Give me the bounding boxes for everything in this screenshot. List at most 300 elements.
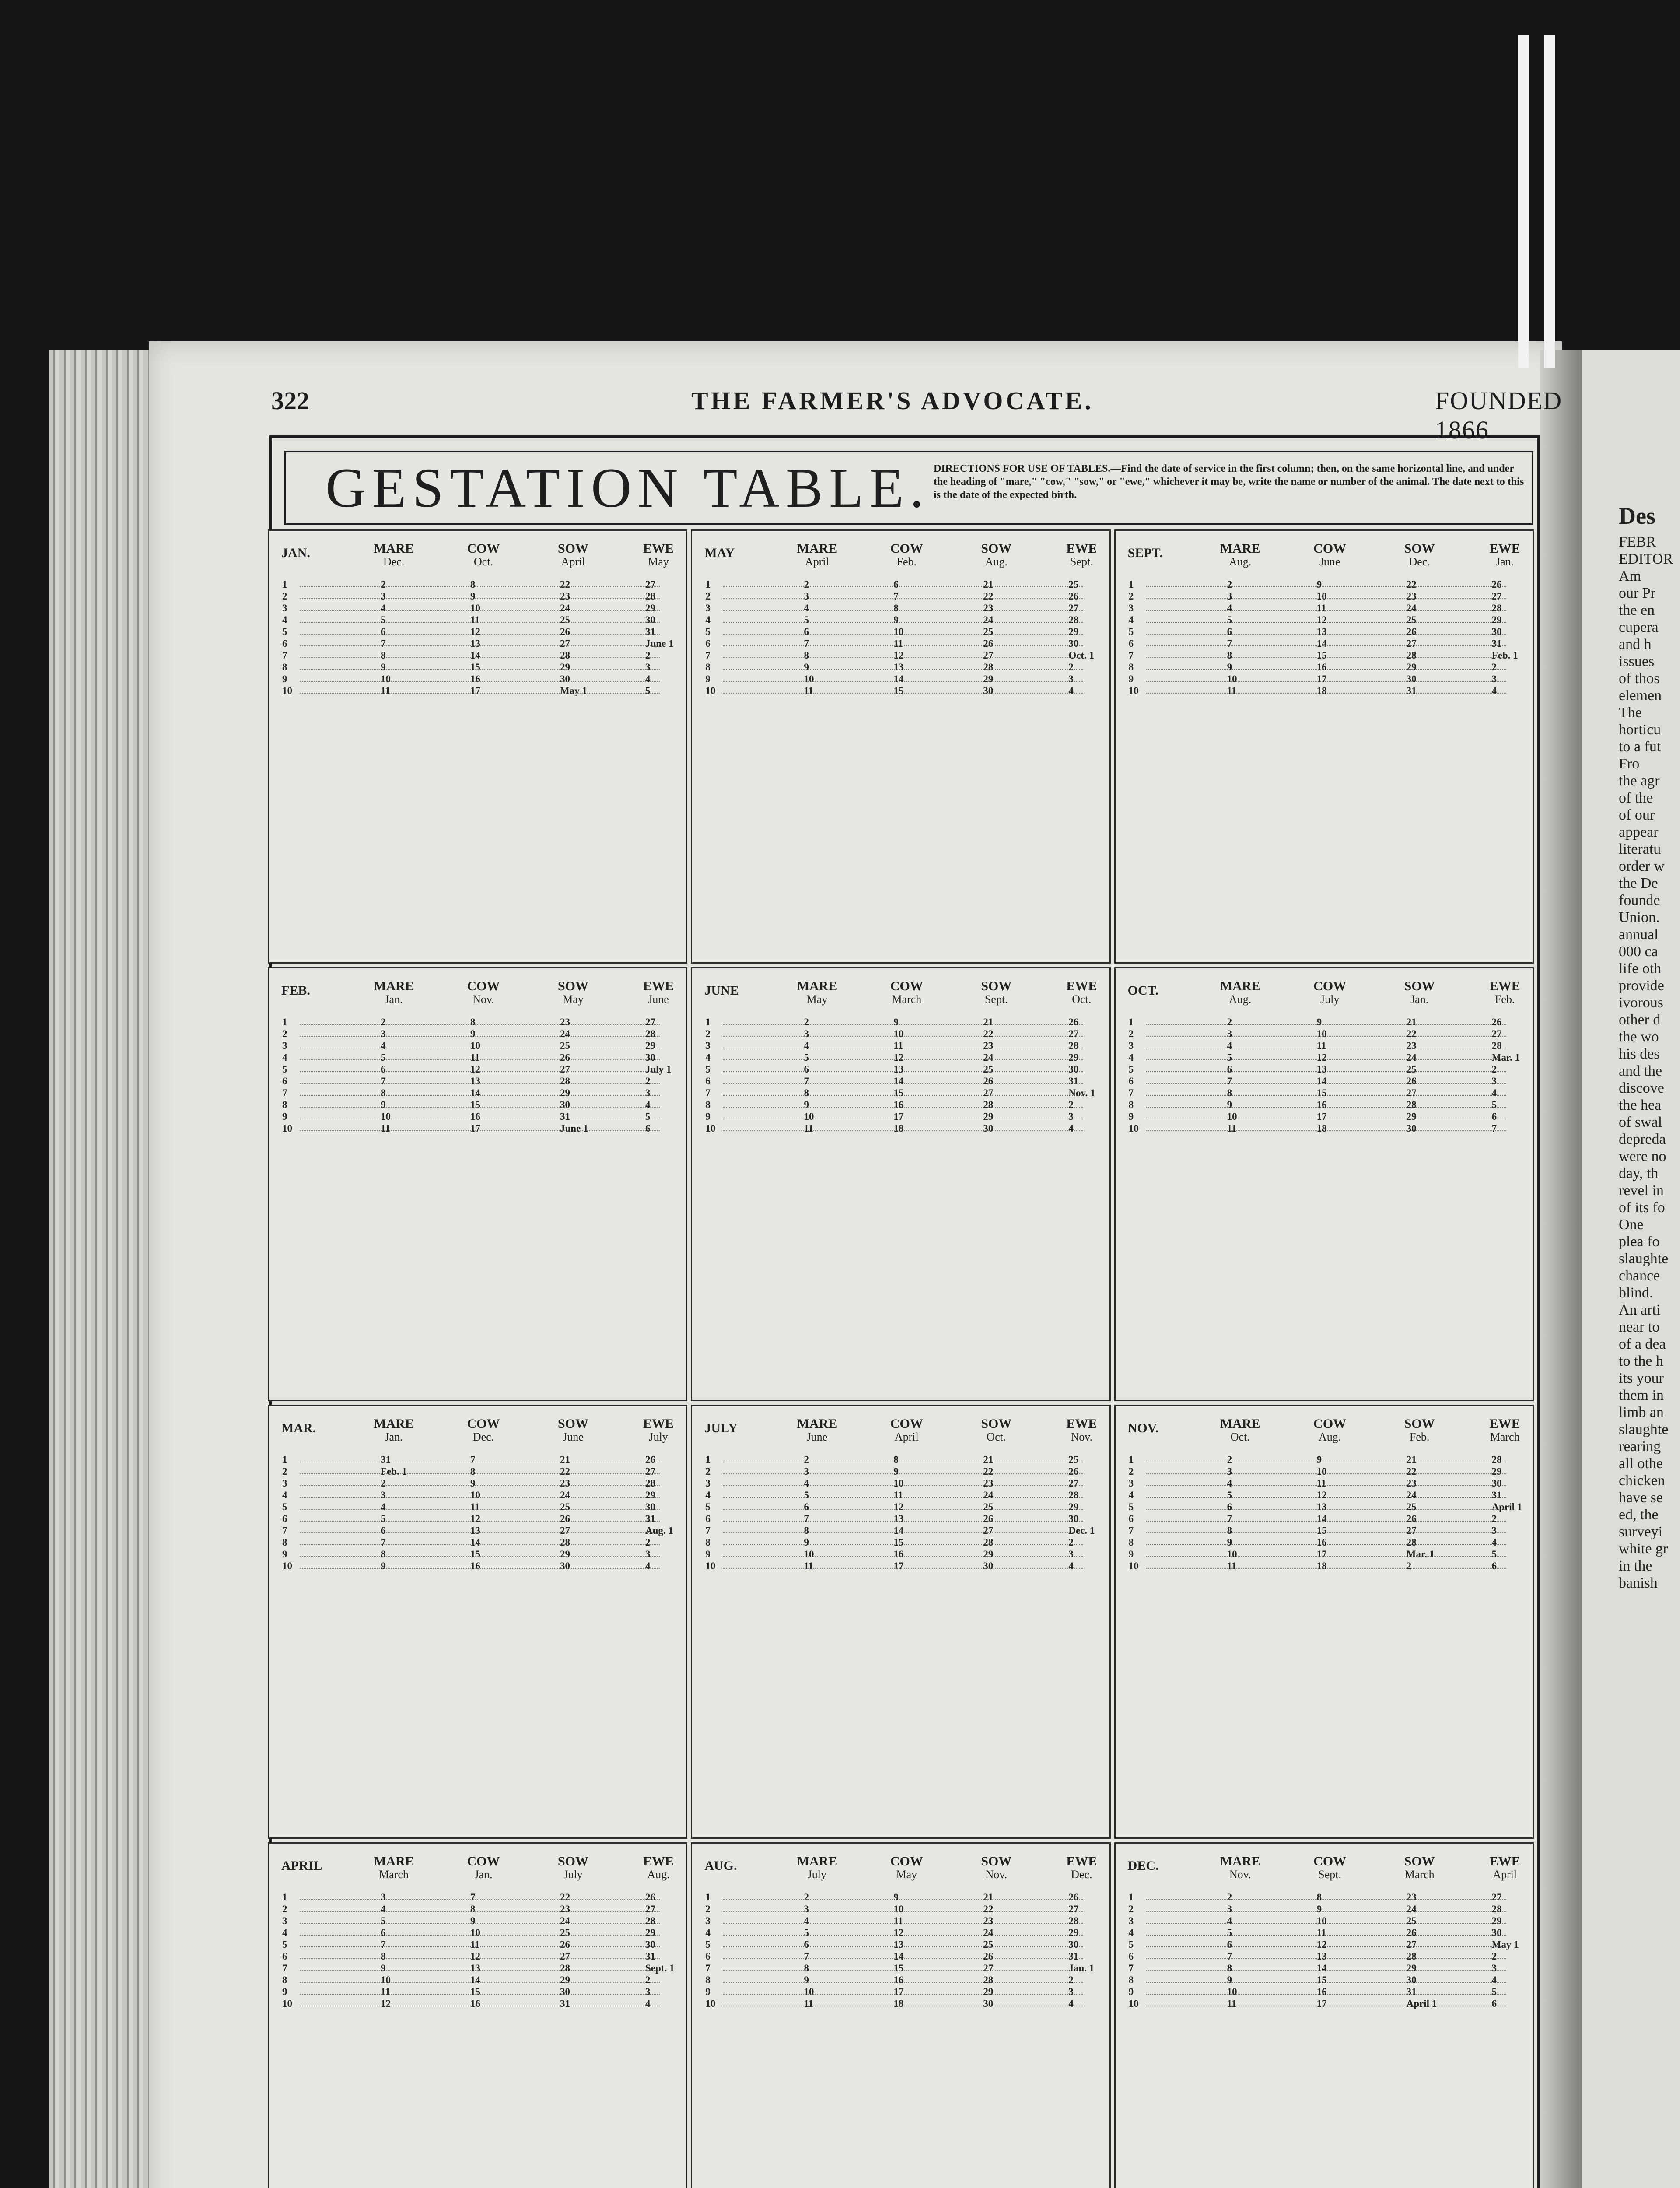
table-cell: 3: [381, 1490, 386, 1501]
facing-page-line: cupera: [1619, 619, 1659, 635]
table-cell: 6: [381, 1525, 386, 1536]
table-cell: 23: [560, 1017, 570, 1027]
table-cell: Mar. 1: [1491, 1052, 1520, 1063]
table-cell: 1: [1128, 1017, 1134, 1027]
facing-page-line: to a fut: [1619, 739, 1661, 755]
table-row: [692, 638, 1109, 650]
table-row: [269, 1099, 686, 1111]
column-header: [1210, 542, 1271, 568]
table-row: [1116, 1513, 1533, 1525]
table-cell: 5: [1491, 1549, 1497, 1560]
table-cell: 8: [470, 1466, 476, 1477]
table-cell: 31: [1491, 638, 1502, 649]
table-cell: 28: [1491, 1454, 1502, 1465]
table-row: [1116, 1017, 1533, 1028]
table-cell: 29: [983, 1111, 994, 1122]
table-cell: 5: [705, 1501, 710, 1512]
table-cell: 7: [282, 1525, 287, 1536]
table-cell: 2: [282, 1028, 287, 1039]
table-cell: 30: [560, 1986, 570, 1997]
column-header-month: Oct.: [1072, 993, 1092, 1006]
month-label: NOV.: [1127, 1421, 1158, 1435]
table-cell: 29: [560, 1549, 570, 1560]
table-cell: 28: [983, 1974, 994, 1985]
facing-page-line: surveyi: [1619, 1524, 1663, 1540]
column-header-label: SOW: [1404, 1417, 1435, 1431]
table-cell: 4: [1068, 1560, 1074, 1571]
facing-page-line: An arti: [1619, 1302, 1661, 1318]
table-cell: 7: [470, 1454, 476, 1465]
table-cell: 3: [1128, 1040, 1134, 1051]
table-cell: 3: [282, 1915, 287, 1926]
table-cell: 3: [1491, 673, 1497, 684]
table-row: [692, 1974, 1109, 1986]
table-cell: 27: [1068, 1028, 1079, 1039]
table-cell: April 1: [1406, 1998, 1437, 2009]
table-cell: 7: [893, 591, 899, 602]
column-header-month: Dec.: [1071, 1868, 1092, 1881]
table-cell: 2: [282, 591, 287, 602]
table-cell: 11: [804, 1123, 814, 1134]
month-label: JULY: [704, 1421, 738, 1435]
column-header-month: June: [563, 1431, 584, 1443]
panel-header: [692, 542, 1109, 573]
table-cell: 3: [1128, 1915, 1134, 1926]
month-panel: [268, 967, 687, 1401]
table-cell: 7: [1227, 1513, 1232, 1524]
facing-page-line: One: [1619, 1217, 1644, 1233]
column-header-label: SOW: [557, 541, 589, 556]
table-cell: 23: [983, 603, 994, 614]
table-cell: 24: [560, 1915, 570, 1926]
table-row: [692, 1963, 1109, 1974]
table-cell: 27: [983, 650, 994, 661]
table-cell: 26: [560, 1939, 570, 1950]
column-header-label: COW: [467, 1854, 500, 1869]
panel-header: [1116, 1417, 1533, 1448]
table-cell: 3: [1068, 1986, 1074, 1997]
table-row: [1116, 1028, 1533, 1040]
column-header-label: EWE: [1066, 541, 1097, 556]
table-cell: 3: [804, 1466, 809, 1477]
table-cell: 7: [282, 1087, 287, 1098]
table-cell: 8: [1227, 1963, 1232, 1974]
facing-page-line: banish: [1619, 1575, 1658, 1591]
table-cell: 3: [645, 1087, 651, 1098]
table-cell: 29: [560, 1974, 570, 1985]
table-cell: 3: [1128, 603, 1134, 614]
column-header-month: Feb.: [1409, 1431, 1430, 1443]
table-cell: 11: [893, 1490, 903, 1501]
table-row: [269, 1028, 686, 1040]
facing-page-line: of swal: [1619, 1114, 1662, 1130]
table-cell: 15: [470, 1986, 480, 1997]
table-cell: 7: [381, 1939, 386, 1950]
column-header-month: Aug.: [1229, 993, 1252, 1006]
table-cell: 18: [893, 1998, 904, 2009]
column-header-label: MARE: [374, 1417, 414, 1431]
panel-header: [692, 980, 1109, 1010]
table-row: [269, 1537, 686, 1549]
column-header: [1210, 1417, 1271, 1444]
table-cell: 31: [645, 1513, 655, 1524]
table-cell: 29: [645, 1490, 655, 1501]
table-cell: 11: [470, 1939, 480, 1950]
table-cell: 28: [560, 1963, 570, 1974]
facing-page-line: day, th: [1619, 1165, 1659, 1182]
table-cell: 7: [381, 1076, 386, 1087]
table-cell: 24: [560, 1490, 570, 1501]
table-row: [269, 1974, 686, 1986]
table-cell: 26: [983, 1513, 994, 1524]
table-cell: 9: [1316, 1454, 1322, 1465]
table-cell: 27: [1491, 1028, 1502, 1039]
table-row: [269, 1087, 686, 1099]
facing-page-line: all othe: [1619, 1455, 1663, 1472]
table-row: [269, 1986, 686, 1998]
table-cell: 31: [1068, 1951, 1079, 1962]
table-row: [269, 1076, 686, 1087]
facing-page-line: and the: [1619, 1063, 1662, 1079]
table-cell: 2: [1491, 662, 1497, 673]
table-cell: 2: [705, 591, 710, 602]
page-title: GESTATION TABLE.: [326, 457, 930, 519]
table-row: [269, 1915, 686, 1927]
table-row: [1116, 1998, 1533, 2010]
month-panel: [268, 1842, 687, 2188]
table-row: [1116, 685, 1533, 697]
table-row: [269, 1123, 686, 1135]
table-row: [269, 1927, 686, 1939]
table-cell: 9: [470, 1028, 476, 1039]
table-cell: 13: [1316, 1951, 1327, 1962]
table-cell: 21: [560, 1454, 570, 1465]
table-cell: 26: [1068, 591, 1079, 602]
table-cell: 7: [1227, 1951, 1232, 1962]
table-cell: 29: [1406, 662, 1417, 673]
table-cell: 8: [282, 1974, 287, 1985]
column-header-label: SOW: [557, 1854, 589, 1869]
table-cell: 30: [1491, 1927, 1502, 1938]
table-cell: 2: [1227, 1892, 1232, 1903]
table-cell: 11: [1316, 1040, 1326, 1051]
table-cell: 28: [645, 1915, 655, 1926]
column-header-label: EWE: [1489, 1854, 1520, 1869]
table-cell: 30: [1406, 1123, 1417, 1134]
column-header: [363, 1417, 424, 1444]
column-header-month: July: [649, 1431, 668, 1443]
table-cell: 25: [983, 626, 994, 637]
directions-text: DIRECTIONS FOR USE OF TABLES.—Find the date of service in the first column; then, on the same horizontal line, and under the heading of "mare," "cow," "sow," or "ewe," whichever it may be, write the name or number of the animal. The date next to this is the date of the expected birth.: [934, 463, 1524, 501]
month-label: JUNE: [704, 983, 739, 998]
table-row: [269, 1040, 686, 1052]
table-cell: 4: [282, 614, 287, 625]
table-row: [692, 1076, 1109, 1087]
table-cell: 30: [560, 673, 570, 684]
table-cell: Sept. 1: [645, 1963, 675, 1974]
table-cell: 22: [983, 1466, 994, 1477]
table-row: [692, 1052, 1109, 1064]
table-row: [1116, 1549, 1533, 1560]
founded-note: FOUNDED 1866: [1435, 386, 1563, 444]
table-cell: 6: [705, 1951, 710, 1962]
table-cell: 10: [705, 685, 716, 696]
table-cell: 22: [983, 591, 994, 602]
table-cell: 10: [282, 1560, 292, 1571]
column-header: [542, 1855, 604, 1881]
table-cell: 17: [893, 1560, 904, 1571]
table-cell: 28: [1406, 1537, 1417, 1548]
table-row: [1116, 1501, 1533, 1513]
table-cell: 8: [282, 1099, 287, 1110]
table-cell: 8: [804, 1525, 809, 1536]
table-cell: 10: [1128, 1560, 1139, 1571]
facing-page-line: EDITOR: [1619, 551, 1673, 567]
table-cell: 5: [705, 626, 710, 637]
table-cell: 4: [645, 673, 651, 684]
table-cell: 9: [1227, 662, 1232, 673]
table-row: [1116, 591, 1533, 603]
table-cell: 10: [893, 1904, 904, 1914]
table-cell: Aug. 1: [645, 1525, 673, 1536]
column-header-month: Oct.: [987, 1431, 1006, 1443]
facing-page-line: order w: [1619, 858, 1665, 874]
table-cell: 18: [1316, 1123, 1327, 1134]
table-cell: 15: [893, 685, 904, 696]
month-label: SEPT.: [1127, 546, 1163, 560]
column-header: [628, 542, 687, 568]
table-cell: 10: [282, 685, 292, 696]
column-header: [1210, 980, 1271, 1006]
column-header: [1210, 1855, 1271, 1881]
table-row: [1116, 1111, 1533, 1123]
table-cell: 1: [282, 1454, 287, 1465]
table-cell: 9: [1316, 579, 1322, 590]
table-row: [692, 1892, 1109, 1904]
table-cell: 5: [282, 1064, 287, 1075]
facing-page-line: chance: [1619, 1268, 1660, 1284]
table-cell: 27: [1491, 1892, 1502, 1903]
table-cell: 8: [1128, 662, 1134, 673]
facing-page-line: rearing: [1619, 1438, 1661, 1455]
journal-title: THE FARMER'S ADVOCATE.: [691, 386, 1094, 415]
table-cell: 4: [645, 1099, 651, 1110]
facing-page-line: the agr: [1619, 773, 1660, 789]
column-header-month: Dec.: [1409, 555, 1430, 568]
facing-page-line: them in: [1619, 1387, 1664, 1403]
table-cell: 9: [1316, 1017, 1322, 1027]
table-cell: 22: [1406, 1466, 1417, 1477]
table-cell: 23: [560, 1904, 570, 1914]
table-cell: 29: [1068, 1052, 1079, 1063]
table-row: [692, 1939, 1109, 1951]
table-row: [692, 579, 1109, 591]
table-cell: 24: [1406, 1904, 1417, 1914]
table-cell: 29: [1406, 1963, 1417, 1974]
table-cell: 3: [804, 1904, 809, 1914]
table-cell: 27: [645, 1466, 655, 1477]
table-cell: 26: [1406, 626, 1417, 637]
column-header-label: EWE: [1066, 1854, 1097, 1869]
table-row: [692, 1560, 1109, 1572]
table-cell: 7: [1128, 1525, 1134, 1536]
table-cell: 8: [804, 1087, 809, 1098]
table-cell: 3: [705, 603, 710, 614]
table-cell: 30: [1406, 673, 1417, 684]
table-cell: Mar. 1: [1406, 1549, 1435, 1560]
table-row: [269, 1052, 686, 1064]
table-cell: 23: [983, 1040, 994, 1051]
table-cell: 10: [893, 1028, 904, 1039]
column-header-label: COW: [1313, 1417, 1347, 1431]
table-cell: 8: [1128, 1099, 1134, 1110]
panel-header: [1116, 542, 1533, 573]
table-row: [1116, 1099, 1533, 1111]
table-cell: 27: [1491, 591, 1502, 602]
table-cell: 29: [1491, 1466, 1502, 1477]
table-cell: 24: [1406, 1490, 1417, 1501]
table-cell: 4: [705, 1052, 710, 1063]
table-cell: 5: [1128, 1064, 1134, 1075]
column-header-month: April: [805, 555, 829, 568]
facing-page-line: of a dea: [1619, 1336, 1666, 1352]
table-cell: 4: [1491, 1537, 1497, 1548]
table-row: [269, 591, 686, 603]
table-cell: 9: [381, 1560, 386, 1571]
table-cell: 14: [893, 1076, 904, 1087]
table-cell: 21: [983, 1017, 994, 1027]
column-header-label: COW: [467, 1417, 500, 1431]
facing-page-line: other d: [1619, 1012, 1661, 1028]
table-cell: 12: [893, 1501, 904, 1512]
table-cell: April 1: [1491, 1501, 1522, 1512]
column-header: [1389, 542, 1450, 568]
column-header: [1051, 980, 1110, 1006]
table-row: [269, 1951, 686, 1963]
table-cell: 22: [983, 1028, 994, 1039]
table-cell: 5: [1227, 1490, 1232, 1501]
facing-page-line: revel in: [1619, 1182, 1664, 1199]
table-row: [269, 638, 686, 650]
table-cell: 5: [804, 1927, 809, 1938]
column-header-month: Jan.: [385, 993, 403, 1006]
table-cell: 8: [470, 579, 476, 590]
column-header-month: Jan.: [1410, 993, 1429, 1006]
table-cell: 1: [705, 579, 710, 590]
table-cell: 29: [560, 662, 570, 673]
table-cell: 4: [645, 1998, 651, 2009]
table-cell: 30: [645, 1501, 655, 1512]
page-number: 322: [271, 386, 309, 415]
table-cell: 3: [381, 1028, 386, 1039]
facing-page-line: ed, the: [1619, 1507, 1659, 1523]
table-cell: 3: [645, 1549, 651, 1560]
table-cell: 8: [893, 603, 899, 614]
table-cell: 23: [1406, 1892, 1417, 1903]
table-cell: 2: [705, 1466, 710, 1477]
table-cell: June 1: [560, 1123, 588, 1134]
table-row: [692, 614, 1109, 626]
column-header: [876, 542, 937, 568]
table-cell: 10: [381, 673, 391, 684]
table-cell: 30: [1491, 1478, 1502, 1489]
table-cell: 28: [645, 1478, 655, 1489]
column-header-label: COW: [890, 1854, 923, 1869]
facing-page-line: of thos: [1619, 670, 1660, 687]
column-header: [786, 1855, 847, 1881]
table-cell: 16: [470, 1111, 480, 1122]
table-cell: 11: [381, 1986, 390, 1997]
facing-page-line: provide: [1619, 978, 1664, 994]
table-cell: 10: [282, 1123, 292, 1134]
table-cell: 29: [645, 1927, 655, 1938]
table-cell: 13: [1316, 1064, 1327, 1075]
table-cell: 5: [804, 1490, 809, 1501]
table-cell: 4: [1227, 1040, 1232, 1051]
table-row: [1116, 614, 1533, 626]
table-cell: 17: [470, 685, 480, 696]
table-cell: 3: [381, 1892, 386, 1903]
panel-header: [269, 1855, 686, 1886]
column-header-month: March: [1404, 1868, 1435, 1881]
table-cell: 3: [282, 603, 287, 614]
table-cell: 10: [893, 626, 904, 637]
column-header-label: EWE: [1489, 1417, 1520, 1431]
table-cell: 29: [560, 1087, 570, 1098]
column-header: [1474, 980, 1534, 1006]
column-header: [966, 980, 1027, 1006]
table-cell: 25: [1068, 579, 1079, 590]
column-header-month: Jan.: [474, 1868, 493, 1881]
column-header-month: April: [894, 1431, 919, 1443]
facing-page-line: and h: [1619, 636, 1652, 652]
table-cell: 4: [1491, 1974, 1497, 1985]
table-row: [1116, 1927, 1533, 1939]
table-cell: 5: [1227, 614, 1232, 625]
table-cell: July 1: [645, 1064, 672, 1075]
table-cell: 25: [983, 1501, 994, 1512]
table-row: [269, 1560, 686, 1572]
table-cell: Jan. 1: [1068, 1963, 1095, 1974]
column-header-label: MARE: [797, 1854, 837, 1869]
table-cell: 28: [1068, 1915, 1079, 1926]
column-header: [1389, 980, 1450, 1006]
table-cell: Feb. 1: [1491, 650, 1518, 661]
table-cell: 4: [282, 1927, 287, 1938]
table-cell: 6: [804, 1939, 809, 1950]
table-cell: 6: [1227, 1064, 1232, 1075]
table-cell: 25: [560, 1927, 570, 1938]
table-cell: 25: [1406, 1501, 1417, 1512]
table-cell: 7: [381, 638, 386, 649]
table-cell: 11: [1227, 1123, 1237, 1134]
column-header-label: EWE: [1489, 541, 1520, 556]
table-cell: 9: [804, 1974, 809, 1985]
table-cell: 30: [1068, 1513, 1079, 1524]
column-header-month: April: [1493, 1868, 1517, 1881]
table-cell: 2: [645, 1076, 651, 1087]
table-cell: 6: [1128, 638, 1134, 649]
table-cell: Dec. 1: [1068, 1525, 1095, 1536]
table-cell: 6: [804, 1064, 809, 1075]
column-header-label: MARE: [797, 979, 837, 993]
facing-page-line: of the: [1619, 790, 1653, 806]
table-cell: 28: [645, 1028, 655, 1039]
table-row: [269, 579, 686, 591]
table-row: [1116, 1986, 1533, 1998]
column-header-month: Aug.: [647, 1868, 670, 1881]
table-cell: 23: [1406, 1040, 1417, 1051]
